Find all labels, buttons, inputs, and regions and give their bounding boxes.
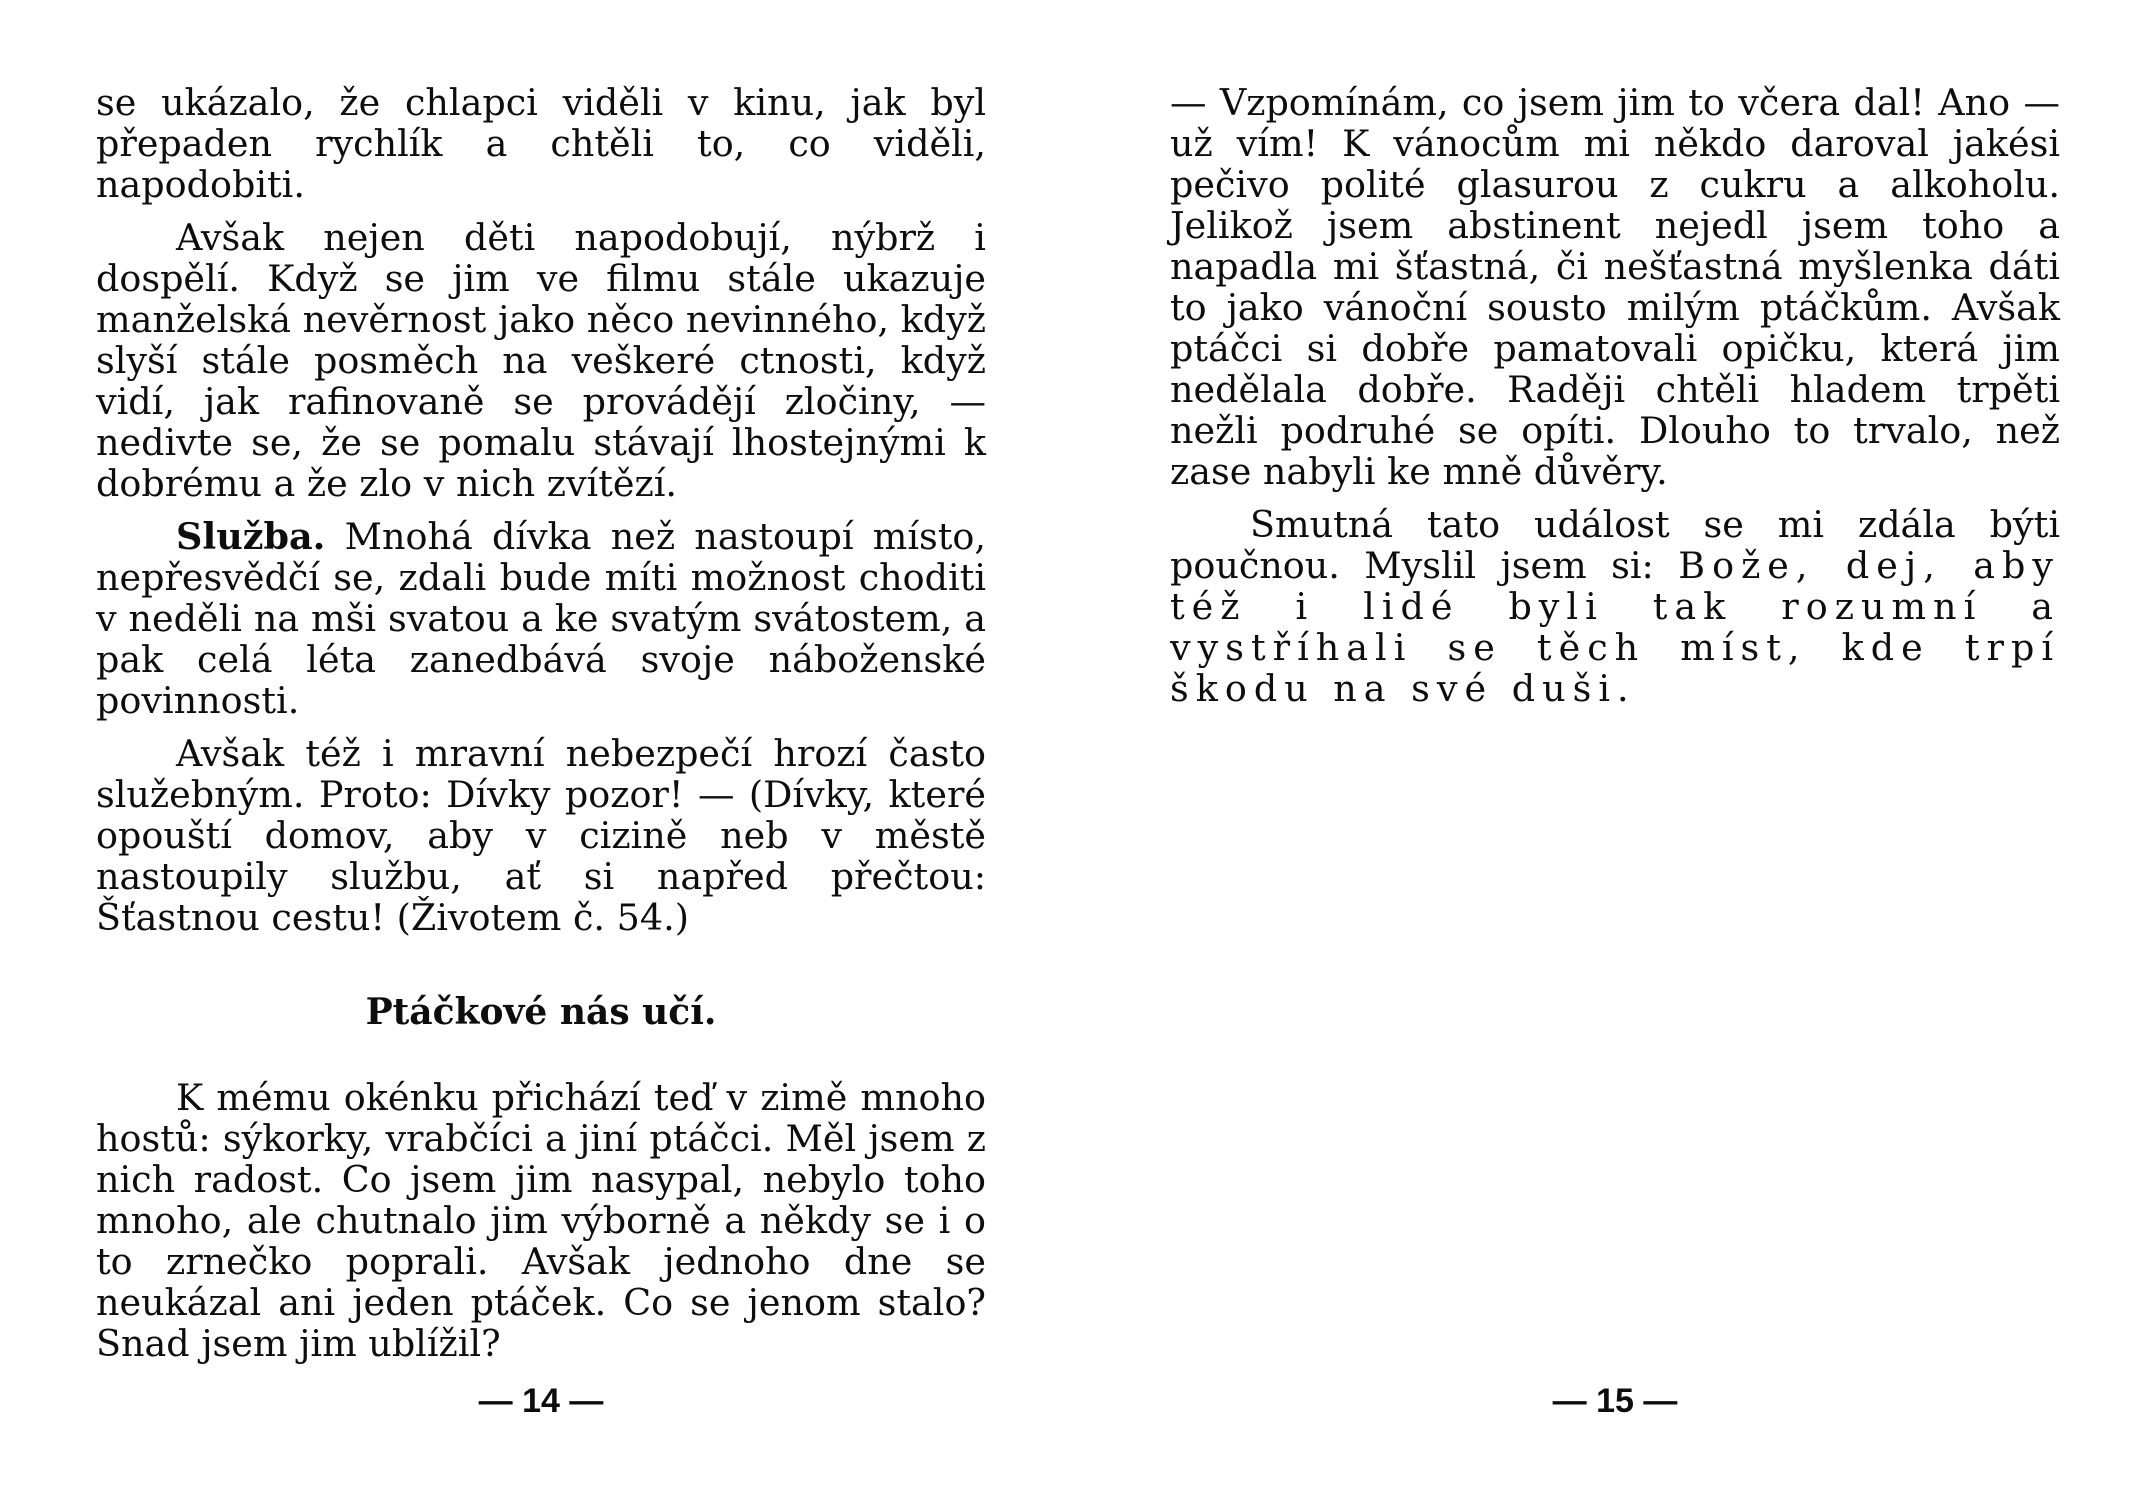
page-number-right: — 15 — <box>1552 1382 1678 1420</box>
paragraph: se ukázalo, že chlapci viděli v kinu, jak byl přepaden rychlík a chtěli to, co viděli, napodobiti. <box>96 81 986 206</box>
right-page <box>1170 82 2060 709</box>
page-number-left: — 14 — <box>478 1382 604 1420</box>
paragraph: Avšak nejen děti napodobují, nýbrž i dospělí. Když se jim ve filmu stále ukazuje manželská nevěrnost jako něco nevinného, když slyší stále posměch na veškeré ctnosti, když vidí, jak rafinovaně se provádějí zločiny, — nedivte se, že se pomalu stávají lhostejnými k dobrému a že zlo v nich zvítězí. <box>96 216 986 505</box>
paragraph <box>1170 504 2060 709</box>
paragraph: — Vzpomínám, co jsem jim to včera dal! Ano — už vím! K vánocům mi někdo daroval jakési pečivo polité glasurou z cukru a alkoholu. Jelikož jsem abstinent nejedl jsem toho a napadla mi šťastná, či nešťastná myšlenka dáti to jako vánoční sousto milým ptáčkům. Avšak ptáčci si dobře pamatovali opičku, která jim nedělala dobře. Raději chtěli hladem trpěti nežli podruhé se opíti. Dlouho to trvalo, než zase nabyli ke mně důvěry. <box>1170 81 2060 493</box>
paragraph-text: Mnohá dívka než nastoupí místo, nepřesvědčí se, zdali bude míti možnost choditi v neděli na mši svatou a ke svatým svátostem, a pak celá léta zanedbává svoje náboženské povinnosti. <box>96 515 986 722</box>
paragraph-lead: Služba. <box>176 515 326 558</box>
paragraph: Avšak též i mravní nebezpečí hrozí často služebným. Proto: Dívky pozor! — (Dívky, které opouští domov, aby v cizině neb v městě nastoupily službu, ať si napřed přečtou: Šťastnou cestu! (Životem č. 54.) <box>96 732 986 939</box>
emphasized-text: Bože, dej, aby též i lidé byli tak rozumní a vystříhali se těch míst, kde trpí škodu na své duši. <box>1170 544 2060 710</box>
paragraph-text: Smutná tato událost se mi zdála býti poučnou. Myslil jsem si: <box>1170 503 2060 587</box>
paragraph: K mému okénku přichází teď v zimě mnoho hostů: sýkorky, vrabčíci a jiní ptáčci. Měl jsem z nich radost. Co jsem jim nasypal, nebylo toho mnoho, ale chutnalo jim výborně a někdy se i o to zrnečko poprali. Avšak jednoho dne se neukázal ani jeden ptáček. Co se jenom stalo? Snad jsem jim ublížil? <box>96 1076 986 1365</box>
paragraph <box>96 516 986 721</box>
left-page <box>96 82 986 1364</box>
section-heading: Ptáčkové nás učí. <box>365 991 717 1033</box>
